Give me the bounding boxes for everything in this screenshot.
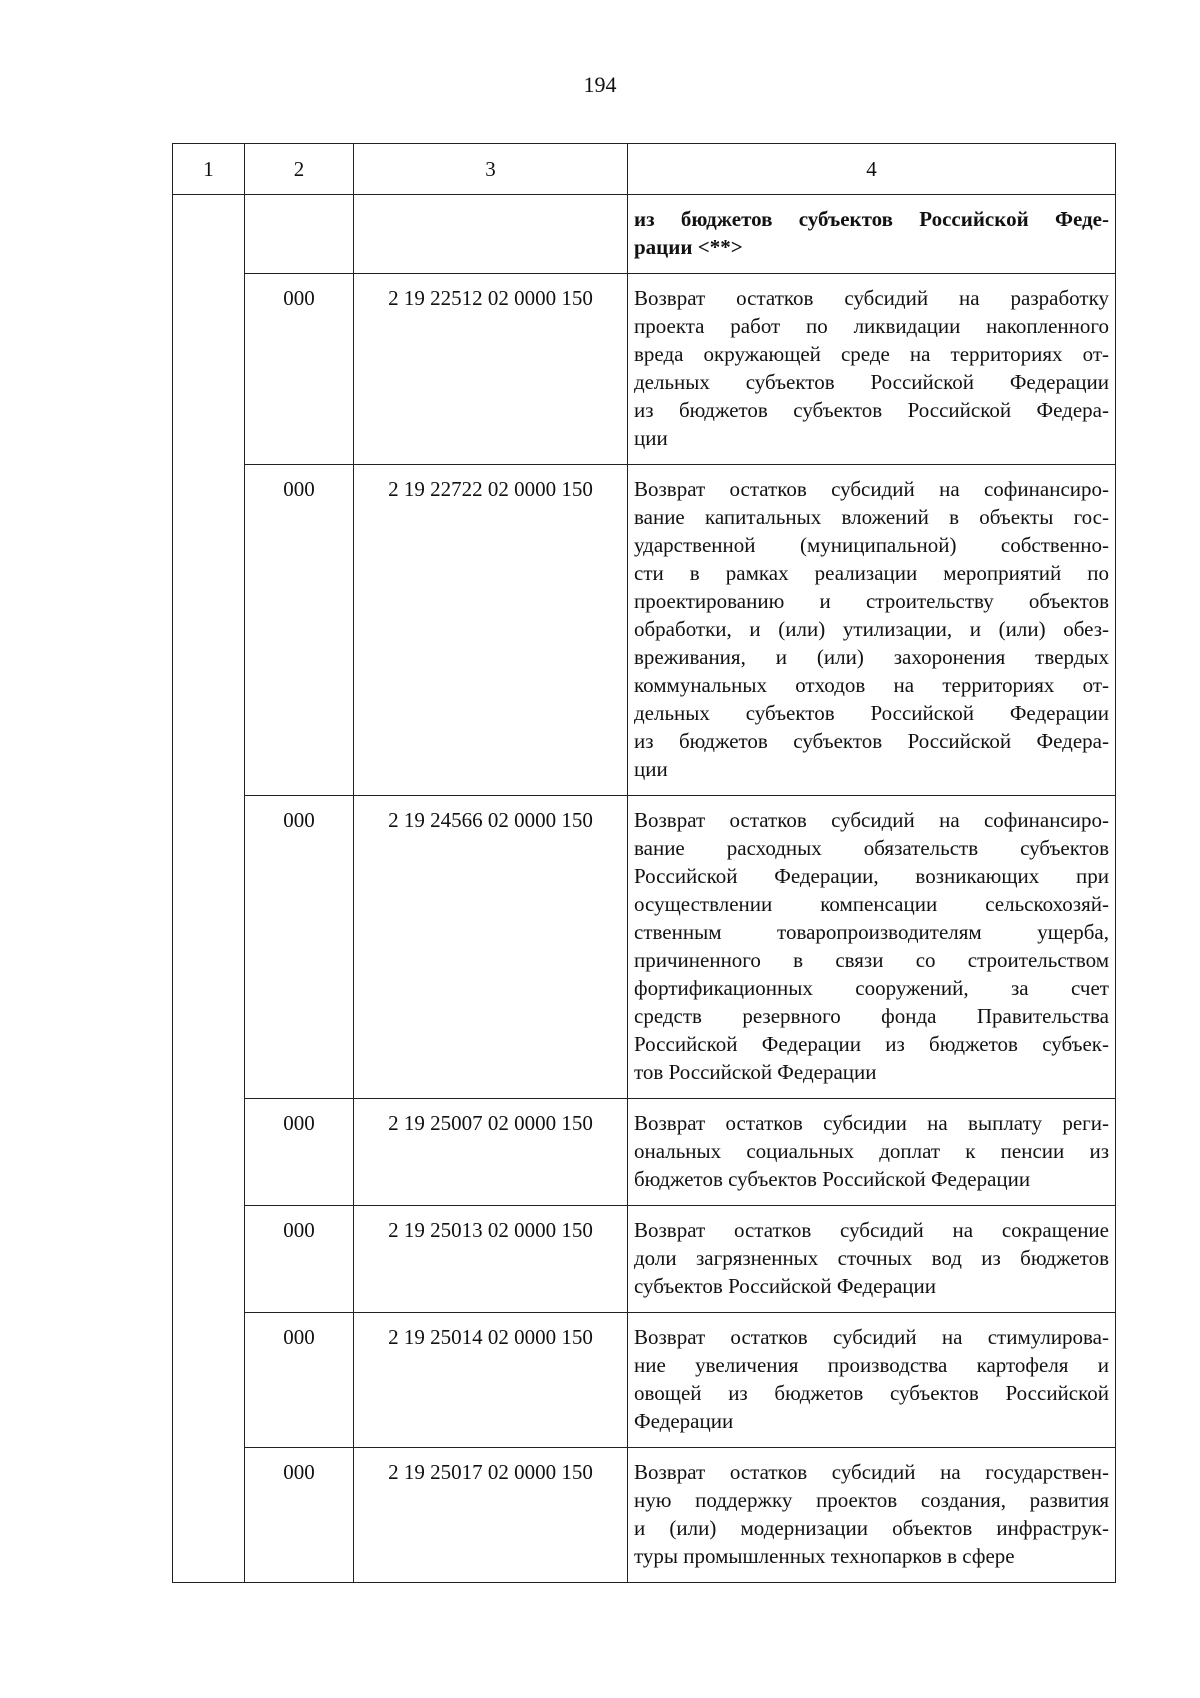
cell-description (628, 465, 1116, 796)
description-line: Возврат остатков субсидий на софинансиро- (634, 477, 1109, 501)
description-line: ную поддержку проектов создания, развития (634, 1488, 1109, 1512)
cell-admin-code: 000 (245, 1448, 354, 1583)
description-line: ние увеличения производства картофеля и (634, 1353, 1109, 1377)
cell-col-1 (173, 1099, 245, 1206)
cell-admin-code: 000 (245, 796, 354, 1099)
description-line: Возврат остатков субсидий на сокращение (634, 1218, 1109, 1242)
description-line: причиненного в связи со строительством (634, 948, 1109, 972)
cell-col-1 (173, 274, 245, 465)
table-row (173, 465, 1116, 796)
description-line: обработки, и (или) утилизации, и (или) обез- (634, 617, 1109, 641)
description-line: тов Российской Федерации (634, 1060, 877, 1084)
description-line: вреда окружающей среде на территориях от- (634, 342, 1109, 366)
column-header-2: 2 (245, 144, 354, 195)
cell-description (628, 1206, 1116, 1313)
table-row (173, 195, 1116, 274)
cell-budget-code: 2 19 24566 02 0000 150 (354, 796, 628, 1099)
table-row (173, 274, 1116, 465)
table-body (173, 195, 1116, 1583)
column-header-4: 4 (628, 144, 1116, 195)
cell-admin-code: 000 (245, 1313, 354, 1448)
description-line: доли загрязненных сточных вод из бюджетов (634, 1246, 1109, 1270)
description-line: Возврат остатков субсидий на государствен- (634, 1460, 1109, 1484)
budget-classification-table (172, 143, 1116, 1583)
description-line: Российской Федерации из бюджетов субъек- (634, 1032, 1109, 1056)
cell-budget-code: 2 19 22512 02 0000 150 (354, 274, 628, 465)
cell-budget-code: 2 19 25007 02 0000 150 (354, 1099, 628, 1206)
cell-description (628, 1099, 1116, 1206)
cell-admin-code: 000 (245, 1206, 354, 1313)
column-header-3: 3 (354, 144, 628, 195)
cell-budget-code: 2 19 22722 02 0000 150 (354, 465, 628, 796)
description-line: осуществлении компенсации сельскохозяй- (634, 892, 1109, 916)
cell-col-1 (173, 1313, 245, 1448)
description-line: Возврат остатков субсидий на софинансиро- (634, 808, 1109, 832)
cell-budget-code: 2 19 25017 02 0000 150 (354, 1448, 628, 1583)
description-line: Возврат остатков субсидии на выплату реги- (634, 1111, 1109, 1135)
description-line: ударственной (муниципальной) собственно- (634, 533, 1109, 557)
description-line: ональных социальных доплат к пенсии из (634, 1139, 1109, 1163)
description-line: Федерации (634, 1409, 734, 1433)
description-line: Возврат остатков субсидий на разработку (634, 286, 1109, 310)
description-line: из бюджетов субъектов Российской Федера- (634, 398, 1109, 422)
table-row (173, 796, 1116, 1099)
description-line: субъектов Российской Федерации (634, 1274, 937, 1298)
description-line: Российской Федерации, возникающих при (634, 864, 1109, 888)
cell-admin-code: 000 (245, 274, 354, 465)
table-row (173, 1313, 1116, 1448)
cell-admin-code (245, 195, 354, 274)
table-row (173, 1099, 1116, 1206)
description-line: дельных субъектов Российской Федерации (634, 701, 1109, 725)
description-line: бюджетов субъектов Российской Федерации (634, 1167, 1031, 1191)
description-line: рации <**> (634, 235, 743, 259)
description-line: проекта работ по ликвидации накопленного (634, 314, 1109, 338)
description-line: ции (634, 757, 668, 781)
description-line: овощей из бюджетов субъектов Российской (634, 1381, 1109, 1405)
table-row (173, 1206, 1116, 1313)
description-line: средств резервного фонда Правительства (634, 1004, 1109, 1028)
cell-admin-code: 000 (245, 1099, 354, 1206)
cell-col-1 (173, 1448, 245, 1583)
cell-col-1 (173, 195, 245, 274)
cell-col-1 (173, 1206, 245, 1313)
description-line: ции (634, 426, 668, 450)
cell-budget-code: 2 19 25014 02 0000 150 (354, 1313, 628, 1448)
description-line: и (или) модернизации объектов инфраструк- (634, 1516, 1109, 1540)
description-line: проектированию и строительству объектов (634, 589, 1109, 613)
cell-budget-code (354, 195, 628, 274)
description-line: дельных субъектов Российской Федерации (634, 370, 1109, 394)
description-line: из бюджетов субъектов Российской Федера- (634, 729, 1109, 753)
description-line: Возврат остатков субсидий на стимулирова- (634, 1325, 1109, 1349)
description-line: вание расходных обязательств субъектов (634, 836, 1109, 860)
cell-budget-code: 2 19 25013 02 0000 150 (354, 1206, 628, 1313)
table-header-row (173, 144, 1116, 195)
page-number: 194 (583, 72, 617, 97)
cell-description (628, 796, 1116, 1099)
description-line: вание капитальных вложений в объекты гос- (634, 505, 1109, 529)
cell-col-1 (173, 465, 245, 796)
description-line: коммунальных отходов на территориях от- (634, 673, 1109, 697)
description-line: сти в рамках реализации мероприятий по (634, 561, 1109, 585)
description-line: из бюджетов субъектов Российской Феде- (634, 207, 1109, 231)
cell-description (628, 274, 1116, 465)
cell-description (628, 1313, 1116, 1448)
description-line: ственным товаропроизводителям ущерба, (634, 920, 1109, 944)
description-line: туры промышленных технопарков в сфере (634, 1544, 1015, 1568)
description-line: вреживания, и (или) захоронения твердых (634, 645, 1109, 669)
column-header-1: 1 (173, 144, 245, 195)
cell-col-1 (173, 796, 245, 1099)
cell-admin-code: 000 (245, 465, 354, 796)
cell-description (628, 1448, 1116, 1583)
cell-description (628, 195, 1116, 274)
description-line: фортификационных сооружений, за счет (634, 976, 1109, 1000)
table-row (173, 1448, 1116, 1583)
